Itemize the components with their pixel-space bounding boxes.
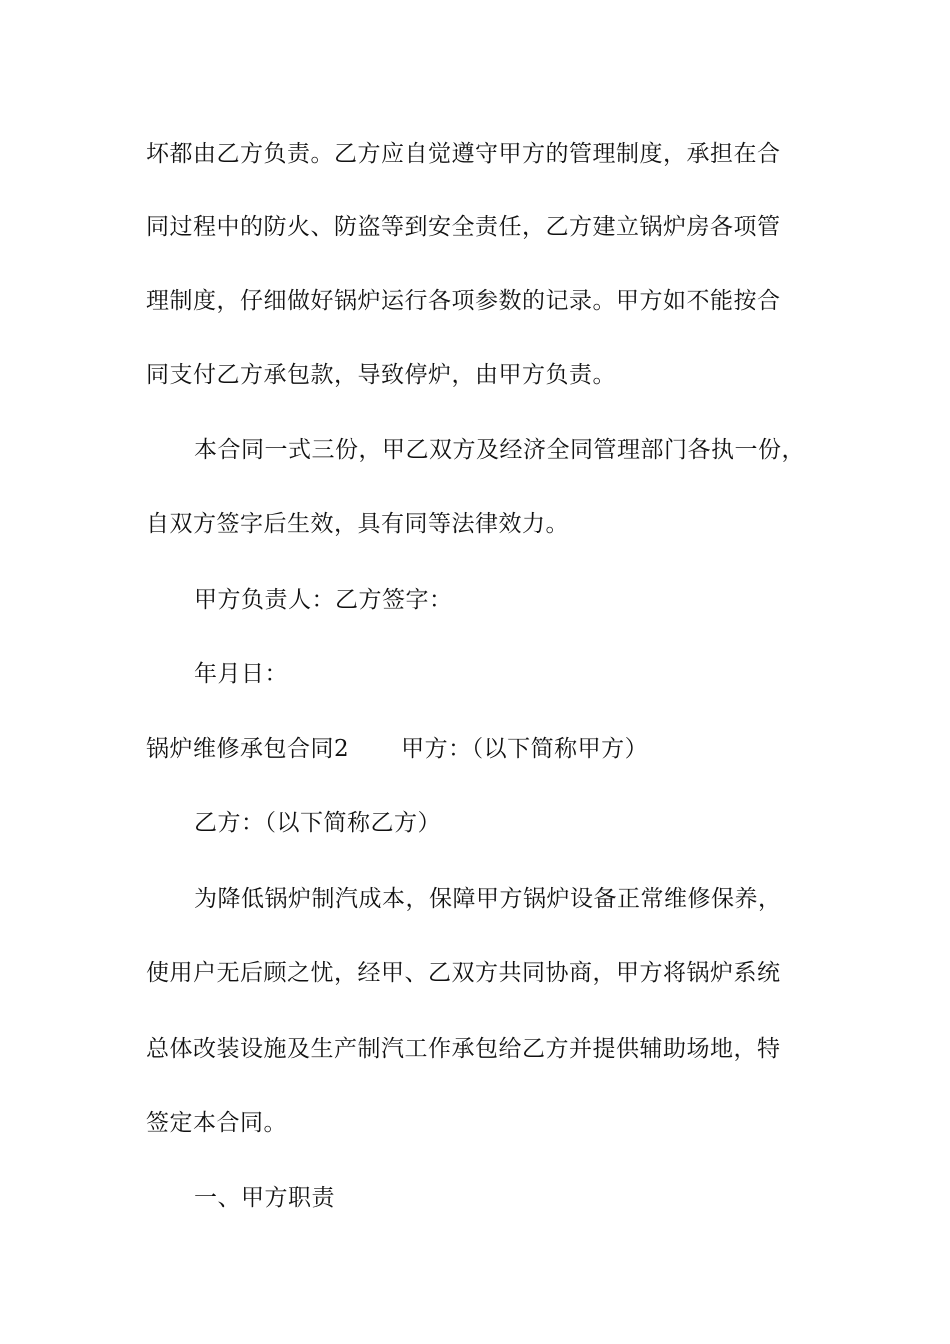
paragraph-line: 理制度，仔细做好锅炉运行各项参数的记录。甲方如不能按合 [146, 288, 781, 314]
paragraph-line: 坏都由乙方负责。乙方应自觉遵守甲方的管理制度，承担在合 [146, 141, 781, 167]
party-b-line: 乙方：（以下简称乙方） [194, 810, 441, 836]
paragraph-line: 使用户无后顾之忧，经甲、乙双方共同协商，甲方将锅炉系统 [146, 960, 781, 986]
party-a-line: 甲方：（以下简称甲方） [401, 736, 649, 762]
paragraph-line: 本合同一式三份，甲乙双方及经济全同管理部门各执一份， [194, 437, 805, 463]
paragraph-line: 为降低锅炉制汽成本，保障甲方锅炉设备正常维修保养， [194, 886, 782, 912]
contract-title: 锅炉维修承包合同2 [146, 736, 350, 762]
paragraph-line: 同过程中的防火、防盗等到安全责任，乙方建立锅炉房各项管 [146, 214, 781, 240]
section-heading: 一、甲方职责 [194, 1185, 335, 1211]
signature-line: 甲方负责人：乙方签字： [194, 587, 453, 613]
paragraph-line: 自双方签字后生效，具有同等法律效力。 [146, 511, 569, 537]
paragraph-line: 签定本合同。 [146, 1110, 287, 1136]
paragraph-line: 总体改装设施及生产制汽工作承包给乙方并提供辅助场地，特 [146, 1036, 781, 1062]
paragraph-line: 同支付乙方承包款，导致停炉，由甲方负责。 [146, 362, 616, 388]
date-line: 年月日： [194, 661, 288, 687]
contract-heading-line [146, 734, 648, 764]
